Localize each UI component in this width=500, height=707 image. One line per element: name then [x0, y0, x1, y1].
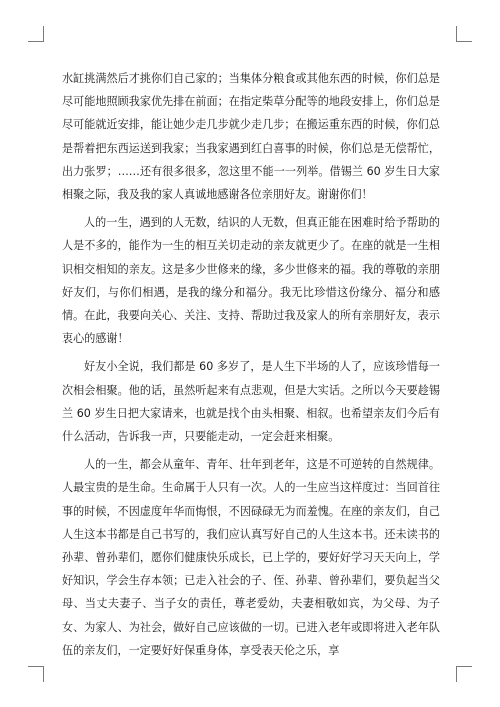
crop-mark-bottom-left — [28, 666, 44, 682]
crop-mark-top-right — [456, 26, 472, 42]
crop-mark-top-left — [28, 26, 44, 42]
paragraph-3: 好友小全说，我们都是 60 多岁了，是人生下半场的人了，应该珍惜每一次相会相聚。他的话，虽然听起来有点悲观，但是大实话。之所以今天要趁锡兰 60 岁生日把大家请来，也就是找个由头相聚、相叙。也希望亲友们今后有什么活动，告诉我一声，只要能走动，一定会赶来相聚。 — [62, 360, 440, 444]
document-body — [62, 67, 440, 667]
paragraph-1: 水缸挑满然后才挑你们自己家的；当集体分粮食或其他东西的时候，你们总是尽可能地照顾我家优先排在前面；在指定柴草分配等的地段安排上，你们总是尽可能就近安排，能让她少走几步就少走几步；在搬运重东西的时候，你们总是帮着把东西运送到我家；当我家遇到红白喜事的时候，你们总是无偿帮忙，出力张罗；……还有很多很多，忽这里不能一一列举。借锡兰 60 岁生日大家相聚之际，我及我的家人真诚地感谢各位亲朋好友。谢谢你们！ — [62, 72, 440, 202]
paragraph-2: 人的一生，遇到的人无数，结识的人无数，但真正能在困难时给予帮助的人是不多的，能作为一生的相互关切走动的亲友就更少了。在座的就是一生相识相交相知的亲友。这是多少世修来的缘，多少世修来的福。我的尊敬的亲朋好友们，与你们相遇，是我的缘分和福分。我无比珍惜这份缘分、福分和感情。在此，我要向关心、关注、支持、帮助过我及家人的所有亲朋好友，表示衷心的感谢！ — [62, 216, 440, 346]
paragraph-4: 人的一生，都会从童年、青年、壮年到老年，这是不可逆转的自然规律。人最宝贵的是生命。生命属于人只有一次。人的一生应当这样度过：当回首往事的时候，不因虚度年华而悔恨，不因碌碌无为而羞愧。在座的亲友们，自己人生这本书都是自己书写的，我们应认真写好自己的人生这本书。还未读书的孙辈、曾孙辈们，愿你们健康快乐成长，已上学的，要好好学习天天向上，学好知识，学会生存本领；已走入社会的子、侄、孙辈、曾孙辈们，要负起当父母、当丈夫妻子、当子女的责任，尊老爱幼，夫妻相敬如宾，为父母、为子女、为家人、为社会，做好自己应该做的一切。已进入老年或即将进入老年队伍的亲友们，一定要好好保重身体，享受表天伦之乐，享 — [62, 458, 440, 657]
crop-mark-bottom-right — [456, 666, 472, 682]
